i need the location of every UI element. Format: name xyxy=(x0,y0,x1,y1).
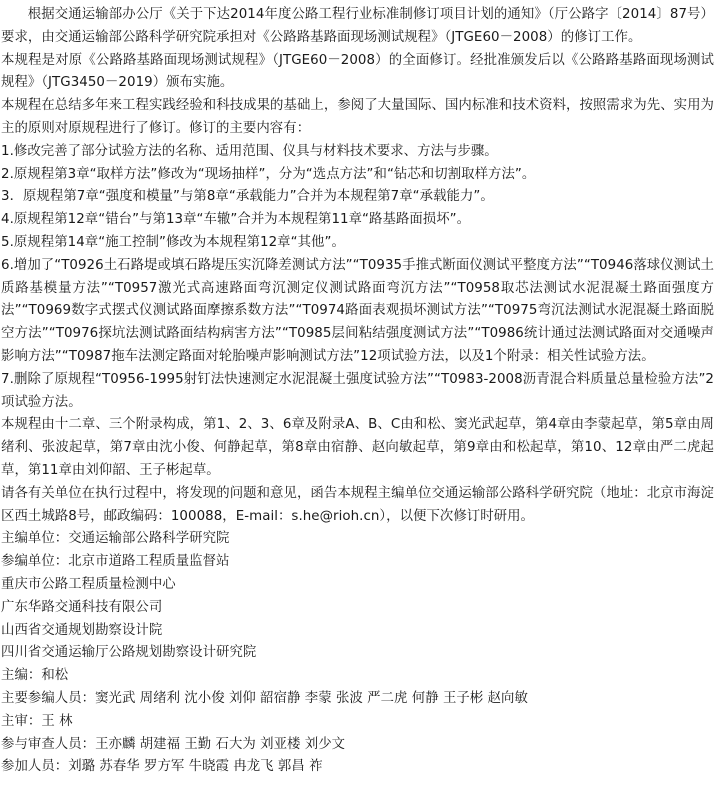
participants: 参加人员：刘璐 苏春华 罗方军 牛晓霞 冉龙飞 郭昌 祚 xyxy=(1,759,323,775)
revision-item-2: 2.原规程第3章“取样方法”修改为“现场抽样”，分为“选点方法”和“钻芯和切割取样方法”。 xyxy=(1,166,536,182)
drafting-paragraph: 本规程由十二章、三个附录构成，第1、2、3、6章及附录A、B、C由和松、窦光武起草，第4章由李蒙起草，第5章由周绪利、张波起草，第7章由沈小俊、何静起草，第8章由宿静、赵向敏起草，第9章由和松起草，第10、12章由严二虎起草，第11章由刘仰韶、王子彬起草。 xyxy=(1,417,714,478)
revision-item-4: 4.原规程第12章“错台”与第13章“车辙”合并为本规程第11章“路基路面损坏”。 xyxy=(1,212,471,228)
feedback-paragraph: 请各有关单位在执行过程中，将发现的问题和意见，函告本规程主编单位交通运输部公路科学研究院（地址：北京市海淀区西土城路8号，邮政编码：100088，E-mail：s.he@rioh.cn），以便下次修订时研用。 xyxy=(1,485,714,524)
revision-item-7: 7.删除了原规程“T0956-1995射钉法快速测定水泥混凝土强度试验方法”“T0983-2008沥青混合料质量总量检验方法”2项试验方法。 xyxy=(1,371,714,410)
preface-paragraph-3: 本规程在总结多年来工程实践经验和科技成果的基础上，参阅了大量国际、国内标准和技术资料，按照需求为先、实用为主的原则对原规程进行了修订。修订的主要内容有： xyxy=(1,98,714,136)
participating-unit: 重庆市公路工程质量检测中心 xyxy=(1,576,176,592)
revision-item-3: 3．原规程第7章“强度和模量”与第8章“承载能力”合并为本规程第7章“承载能力”。 xyxy=(1,189,494,205)
participating-unit: 山西省交通规划勘察设计院 xyxy=(1,622,163,638)
revision-item-1: 1.修改完善了部分试验方法的名称、适用范围、仪具与材料技术要求、方法与步骤。 xyxy=(1,143,498,159)
preface-paragraph-2: 本规程是对原《公路路基路面现场测试规程》（JTGE60－2008）的全面修订。经批准颁发后以《公路路基路面现场测试规程》（JTG3450－2019）颁布实施。 xyxy=(1,52,714,91)
participating-unit: 广东华路交通科技有限公司 xyxy=(1,599,163,615)
chief-unit: 主编单位：交通运输部公路科学研究院 xyxy=(1,531,230,547)
chief-editor: 主编：和松 xyxy=(1,668,69,684)
main-participants: 主要参编人员：窦光武 周绪利 沈小俊 刘仰 韶宿静 李蒙 张波 严二虎 何静 王子彬 赵向敏 xyxy=(1,690,528,706)
revision-item-5: 5.原规程第14章“施工控制”修改为本规程第12章“其他”。 xyxy=(1,234,345,250)
participating-unit: 四川省交通运输厅公路规划勘察设计研究院 xyxy=(1,645,257,661)
revision-item-6: 6.增加了“T0926土石路堤或填石路堤压实沉降差测试方法”“T0935手推式断面仪测试平整度方法”“T0946落球仪测试土质路基模量方法”“T0957激光式高速路面弯沉测定仪测试路面弯沉方法”“T0958取芯法测试水泥混凝土路面强度方法”“T0969数字式摆式仪测试路面摩擦系数方法”“T0974路面表观损坏测试方法”“T0975弯沉法测试水泥混凝土路面脱空方法”“T0976探坑法测试路面结构病害方法”“T0985层间粘结强度测试方法”“T0986统计通过法测试路面对交通噪声影响方法”“T0987拖车法测定路面对轮胎噪声影响测试方法”12项试验方法，以及1个附录：相关性试验方法。 xyxy=(1,257,714,364)
reviewers: 参与审查人员：王亦麟 胡建福 王勤 石大为 刘亚楼 刘少文 xyxy=(1,736,346,752)
chief-reviewer: 主审：王 林 xyxy=(1,713,73,729)
preface-paragraph-1: 根据交通运输部办公厅《关于下达2014年度公路工程行业标准制修订项目计划的通知》（厅公路字〔2014〕87号）要求，由交通运输部公路科学研究院承担对《公路路基路面现场测试规程》（JTGE60－2008）的修订工作。 xyxy=(1,7,714,45)
participating-unit: 参编单位：北京市道路工程质量监督站 xyxy=(1,554,230,570)
